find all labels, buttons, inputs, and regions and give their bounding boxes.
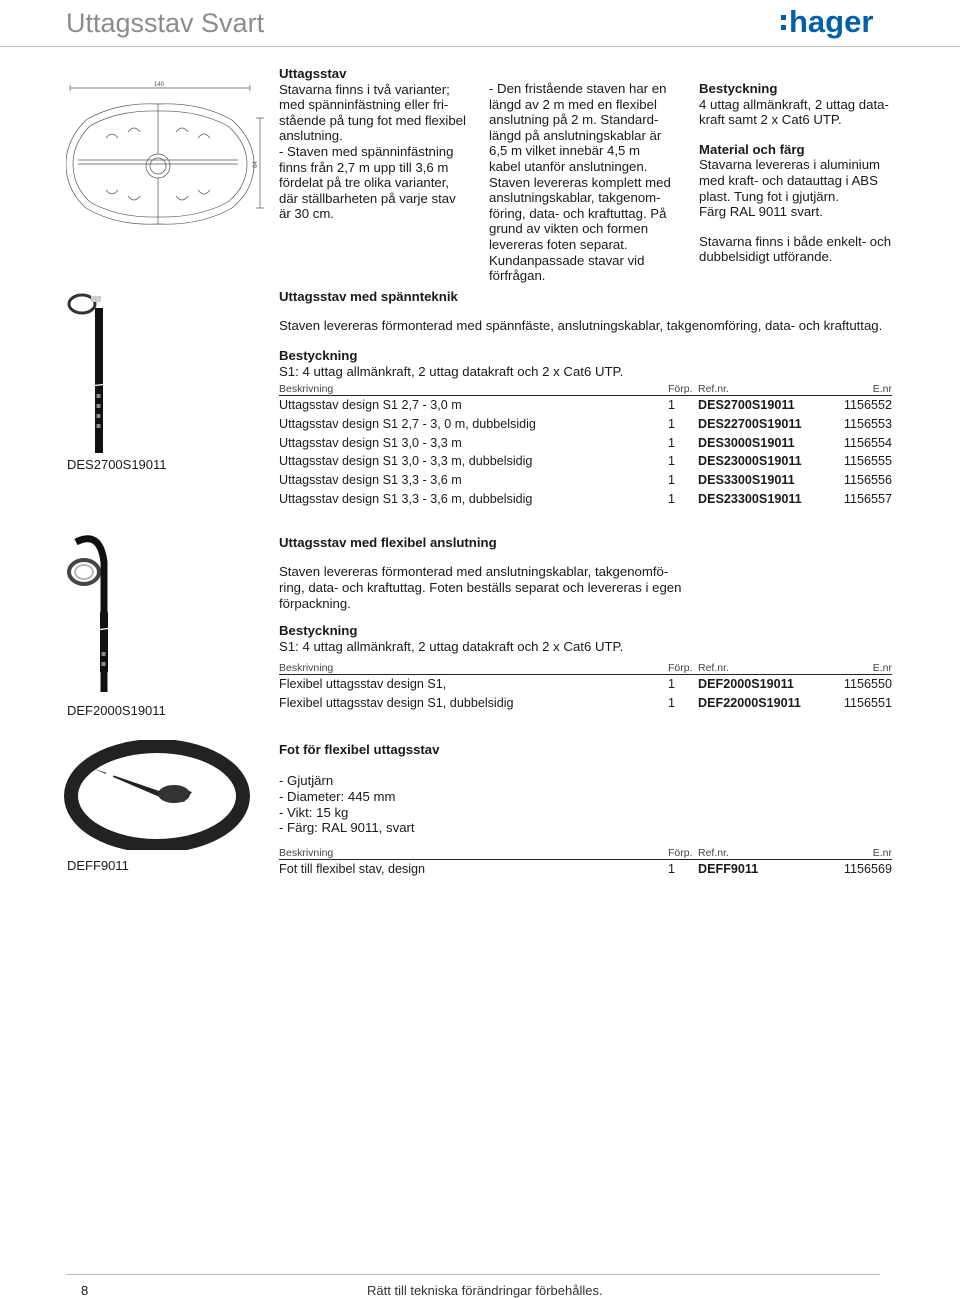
intro-line: kabel utanför anslutningen. — [489, 158, 648, 174]
bestyckning-text: S1: 4 uttag allmänkraft, 2 uttag datakraft och 2 x Cat6 UTP. — [279, 363, 624, 379]
intro-line: stående på tung fot med flexibel — [279, 112, 466, 128]
row-forp: 1 — [668, 398, 676, 413]
intro-line: längd av 2 m med en flexibel — [489, 96, 657, 112]
row-desc: Fot till flexibel stav, design — [279, 862, 426, 877]
table-row — [279, 415, 892, 434]
col-header-forp: Förp. — [668, 661, 698, 675]
intro-line: Stavarna levereras i aluminium — [699, 157, 881, 173]
page-number: 8 — [81, 1283, 89, 1298]
page-title: Uttagsstav Svart — [66, 8, 265, 38]
row-ref: DEF2000S19011 — [698, 677, 794, 692]
intro-line: anslutningskablar, takgenom- — [489, 190, 661, 206]
dim-height: 64 — [253, 161, 259, 168]
intro-line: 4 uttag allmänkraft, 2 uttag data- — [699, 96, 889, 112]
intro-line: 6,5 m vilket innebär 4,5 m — [489, 143, 640, 159]
intro-line: - Staven med spänninfästning — [279, 143, 454, 159]
row-enr: 1156555 — [843, 454, 892, 469]
table-row — [279, 489, 892, 508]
intro-line: med kraft- och datauttag i ABS — [699, 172, 878, 188]
row-desc: Uttagsstav design S1 2,7 - 3,0 m — [279, 398, 462, 413]
row-ref: DEF22000S19011 — [698, 696, 801, 711]
row-desc: Uttagsstav design S1 3,0 - 3,3 m — [279, 435, 462, 450]
intro-line: grund av vikten och formen — [489, 221, 649, 237]
intro-col-1 — [279, 66, 479, 222]
caption-deff9011: DEFF9011 — [67, 858, 129, 873]
col-header-enr: E.nr — [823, 846, 892, 860]
section-title-fot: Fot för flexibel uttagsstav — [279, 742, 440, 757]
intro-line: fördelat på tre olika varianter, — [279, 175, 450, 191]
intro-line: dubbelsidigt utförande. — [699, 249, 833, 265]
bestyckning-heading: Bestyckning — [279, 348, 358, 363]
row-desc: Flexibel uttagsstav design S1, dubbelsidig — [279, 696, 514, 711]
row-enr: 1156557 — [843, 491, 892, 506]
intro-line: anslutning på 2 m. Standard- — [489, 112, 659, 128]
table-row — [279, 675, 892, 694]
intro-line: Färg RAL 9011 svart. — [699, 204, 823, 220]
intro-line: med spänninfästning eller fri- — [279, 97, 449, 113]
row-ref: DES22700S19011 — [698, 417, 802, 432]
tension-pole-image — [62, 286, 122, 456]
row-enr: 1156550 — [843, 677, 892, 692]
row-enr: 1156556 — [843, 473, 892, 488]
table-row — [279, 433, 892, 452]
row-desc: Uttagsstav design S1 3,0 - 3,3 m, dubbelsidig — [279, 454, 533, 469]
intro-line: Staven levereras komplett med — [489, 174, 671, 190]
row-forp: 1 — [668, 417, 676, 432]
spec-item: - Färg: RAL 9011, svart — [279, 820, 415, 836]
row-enr: 1156551 — [843, 696, 892, 711]
row-forp: 1 — [668, 491, 676, 506]
material-heading: Material och färg — [699, 141, 805, 157]
spec-item: - Gjutjärn — [279, 773, 334, 788]
table-row — [279, 860, 892, 879]
hager-logo — [779, 6, 879, 40]
intro-line: Kundanpassade stavar vid — [489, 252, 645, 268]
product-table-2 — [279, 661, 892, 712]
section-title-spannteknik: Uttagsstav med spännteknik — [279, 289, 458, 304]
col-header-forp: Förp. — [668, 846, 698, 860]
caption-des2700: DES2700S19011 — [67, 457, 167, 472]
bestyckning-heading: Bestyckning — [699, 81, 778, 96]
col-header-enr: E.nr — [823, 661, 892, 675]
row-enr: 1156553 — [843, 417, 892, 432]
intro-line: plast. Tung fot i gjutjärn. — [699, 188, 840, 204]
section-text: Staven levereras förmonterad med spännfäste, anslutningskablar, takgenomföring, data- och kraftuttag. — [279, 318, 883, 333]
intro-col-2 — [489, 81, 689, 284]
intro-line: förfrågan. — [489, 268, 546, 284]
row-enr: 1156554 — [843, 435, 892, 450]
row-ref: DES3300S19011 — [698, 473, 795, 488]
row-forp: 1 — [668, 696, 676, 711]
row-enr: 1156552 — [843, 398, 892, 413]
col-header-desc: Beskrivning — [279, 382, 668, 396]
col-header-forp: Förp. — [668, 382, 698, 396]
row-ref: DES3000S19011 — [698, 435, 795, 450]
footer-note: Rätt till tekniska förändringar förbehålles. — [367, 1283, 603, 1298]
row-enr: 1156569 — [843, 862, 892, 877]
text-line: Staven levereras förmonterad med anslutningskablar, takgenomfö- — [279, 564, 669, 579]
intro-line: Stavarna finns i både enkelt- och — [699, 233, 892, 249]
row-ref: DEFF9011 — [698, 862, 759, 877]
logo-text: hager — [789, 6, 874, 39]
row-forp: 1 — [668, 862, 676, 877]
bestyckning-text: S1: 4 uttag allmänkraft, 2 uttag datakraft och 2 x Cat6 UTP. — [279, 638, 624, 654]
row-desc: Uttagsstav design S1 3,3 - 3,6 m — [279, 473, 462, 488]
row-desc: Uttagsstav design S1 3,3 - 3,6 m, dubbelsidig — [279, 491, 533, 506]
intro-line: Stavarna finns i två varianter; — [279, 81, 450, 97]
table-row — [279, 452, 892, 471]
section-title-flexibel: Uttagsstav med flexibel anslutning — [279, 535, 497, 550]
product-table-3 — [279, 846, 892, 879]
intro-line: längd på anslutningskablar är — [489, 127, 662, 143]
text-line: förpackning. — [279, 595, 351, 611]
row-desc: Flexibel uttagsstav design S1, — [279, 677, 447, 692]
col-header-desc: Beskrivning — [279, 846, 668, 860]
row-forp: 1 — [668, 473, 676, 488]
spec-item: - Diameter: 445 mm — [279, 788, 396, 804]
table-row — [279, 694, 892, 713]
intro-col-3 — [699, 81, 909, 265]
col-header-ref: Ref.nr. — [698, 382, 823, 396]
intro-line: kraft samt 2 x Cat6 UTP. — [699, 112, 842, 128]
row-ref: DES23300S19011 — [698, 491, 802, 506]
row-desc: Uttagsstav design S1 2,7 - 3, 0 m, dubbelsidig — [279, 417, 536, 432]
intro-line: är 30 cm. — [279, 206, 334, 222]
foot-specs — [279, 773, 415, 836]
intro-line: finns från 2,7 m upp till 3,6 m — [279, 159, 449, 175]
header-rule — [0, 46, 960, 47]
col-header-desc: Beskrivning — [279, 661, 668, 675]
intro-line: där ställbarheten på varje stav — [279, 190, 456, 206]
table-row — [279, 396, 892, 415]
intro-line: levereras foten separat. — [489, 236, 628, 252]
caption-def2000: DEF2000S19011 — [67, 703, 166, 718]
bestyckning-block — [279, 623, 623, 655]
table-row — [279, 471, 892, 490]
row-forp: 1 — [668, 435, 676, 450]
text-line: ring, data- och kraftuttag. Foten beställs separat och levereras i egen — [279, 579, 682, 595]
row-ref: DES23000S19011 — [698, 454, 802, 469]
dim-width: 140 — [154, 82, 165, 88]
spec-item: - Vikt: 15 kg — [279, 804, 349, 820]
flexible-pole-image — [62, 532, 132, 702]
row-forp: 1 — [668, 677, 676, 692]
bestyckning-block — [279, 348, 623, 380]
col-header-enr: E.nr — [823, 382, 892, 396]
intro-line: - Den fristående staven har en — [489, 81, 667, 96]
product-table-1 — [279, 382, 892, 508]
col-header-ref: Ref.nr. — [698, 846, 823, 860]
intro-line: föring, data- och kraftuttag. På — [489, 205, 667, 221]
row-forp: 1 — [668, 454, 676, 469]
row-ref: DES2700S19011 — [698, 398, 795, 413]
bestyckning-heading: Bestyckning — [279, 623, 358, 638]
intro-line: anslutning. — [279, 128, 343, 144]
footer-rule — [66, 1274, 880, 1275]
intro-heading: Uttagsstav — [279, 66, 347, 81]
foot-image — [62, 740, 252, 850]
section-text — [279, 564, 699, 611]
profile-drawing — [66, 80, 266, 240]
col-header-ref: Ref.nr. — [698, 661, 823, 675]
